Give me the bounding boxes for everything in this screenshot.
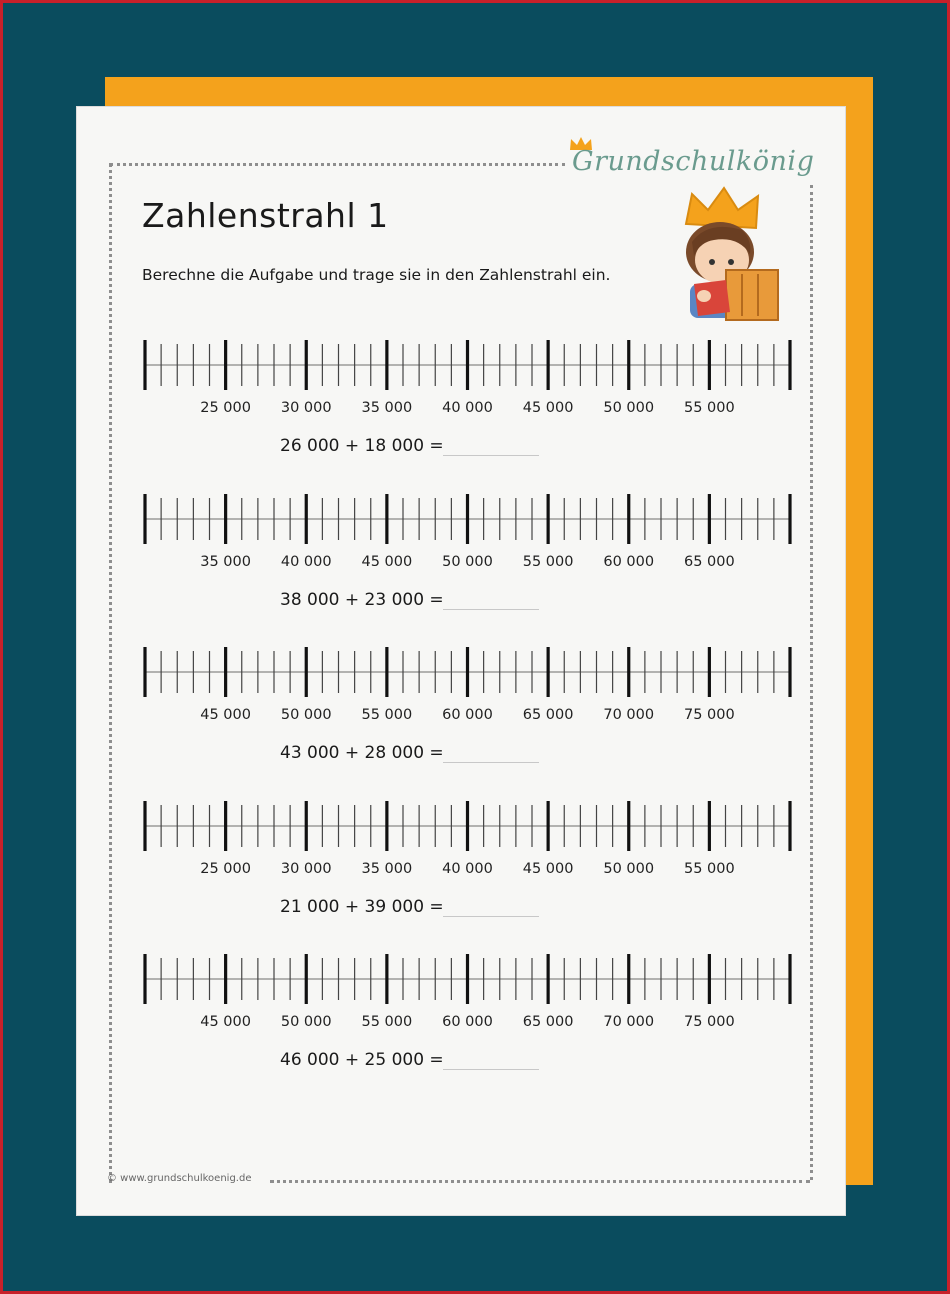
exercise-5 [0,952,950,1092]
number-line[interactable] [0,952,950,1012]
answer-blank[interactable] [443,762,539,763]
tick-label: 70 000 [603,1014,655,1030]
brand-logo: Grundschulkönig [572,146,815,177]
tick-label: 60 000 [442,1014,493,1030]
tick-label: 50 000 [603,400,655,416]
instruction-text: Berechne die Aufgabe und trage sie in den Zahlenstrahl ein. [142,266,611,284]
tick-label: 45 000 [200,1014,251,1030]
tick-label: 25 000 [200,400,251,416]
tick-label: 45 000 [361,554,413,570]
tick-label: 25 000 [200,861,251,877]
tick-label: 50 000 [280,707,332,723]
tick-label: 35 000 [200,554,251,570]
tick-label: 50 000 [603,861,655,877]
page-title: Zahlenstrahl 1 [142,196,389,235]
task-equation: 46 000 + 25 000 = [280,1050,444,1070]
exercise-3 [0,645,950,785]
tick-label: 50 000 [442,554,493,570]
exercise-1 [0,338,950,478]
tick-label: 55 000 [522,554,574,570]
tick-label: 45 000 [522,861,574,877]
task-equation: 21 000 + 39 000 = [280,897,444,917]
tick-label: 60 000 [442,707,493,723]
tick-label: 75 000 [684,707,735,723]
footer-copyright: © www.grundschulkoenig.de [107,1173,252,1184]
tick-label: 65 000 [522,1014,574,1030]
number-line[interactable] [0,338,950,398]
top-dotted-border [110,163,565,166]
answer-blank[interactable] [443,1069,539,1070]
footer-dotted-line [270,1180,810,1183]
answer-blank[interactable] [443,609,539,610]
tick-label: 45 000 [200,707,251,723]
tick-label: 75 000 [684,1014,735,1030]
answer-blank[interactable] [443,455,539,456]
tick-label: 40 000 [280,554,332,570]
tick-label: 45 000 [522,400,574,416]
tick-label: 30 000 [280,400,332,416]
task-equation: 43 000 + 28 000 = [280,743,444,763]
tick-label: 35 000 [361,861,413,877]
tick-label: 60 000 [603,554,655,570]
tick-label: 55 000 [684,861,735,877]
number-line[interactable] [0,492,950,552]
tick-label: 30 000 [280,861,332,877]
exercise-4 [0,799,950,939]
tick-label: 55 000 [361,1014,413,1030]
number-line[interactable] [0,799,950,859]
tick-label: 65 000 [522,707,574,723]
tick-label: 40 000 [442,400,493,416]
tick-label: 40 000 [442,861,493,877]
number-line[interactable] [0,645,950,705]
tick-label: 55 000 [361,707,413,723]
tick-label: 65 000 [684,554,735,570]
answer-blank[interactable] [443,916,539,917]
exercise-2 [0,492,950,632]
tick-label: 50 000 [280,1014,332,1030]
task-equation: 26 000 + 18 000 = [280,436,444,456]
tick-label: 35 000 [361,400,413,416]
task-equation: 38 000 + 23 000 = [280,590,444,610]
tick-label: 55 000 [684,400,735,416]
tick-label: 70 000 [603,707,655,723]
mascot-illustration [668,184,788,324]
